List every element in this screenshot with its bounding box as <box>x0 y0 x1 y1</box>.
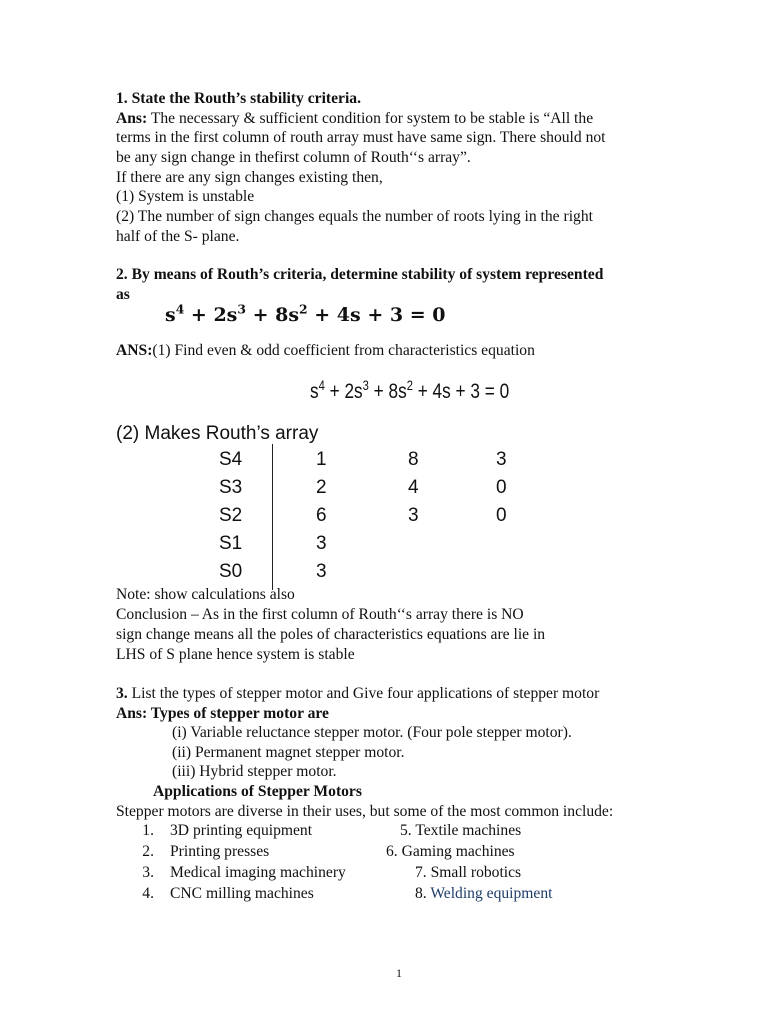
q3-type-item: (i) Variable reluctance stepper motor. (Four pole stepper motor). <box>172 724 572 741</box>
q2-conclusion-line3: LHS of S plane hence system is stable <box>116 646 355 663</box>
eq-term: + 8s <box>368 380 407 403</box>
list-text: Small robotics <box>426 864 522 881</box>
list-text: CNC milling machines <box>170 885 314 902</box>
q2-ans-text: (1) Find even & odd coefficient from characteristics equation <box>152 342 535 359</box>
eq-term: + 4s + 3 = 0 <box>307 304 446 326</box>
list-number: 6. <box>386 843 398 860</box>
q1-answer-line3: be any sign change in thefirst column of Routh‘‘s array”. <box>116 149 471 166</box>
q2-note: Note: show calculations also <box>116 586 295 603</box>
welding-equipment-link[interactable]: Welding equipment <box>426 885 553 902</box>
eq-term: s <box>310 380 319 403</box>
q1-ans-label: Ans: <box>116 110 148 127</box>
q1-answer-line1 <box>116 109 593 128</box>
q2-conclusion-line1: Conclusion – As in the first column of Routh‘‘s array there is NO <box>116 606 524 623</box>
routh-array-title: (2) Makes Routh’s array <box>116 423 319 444</box>
q1-line6: (2) The number of sign changes equals the number of roots lying in the right <box>116 208 593 225</box>
routh-row-label: S2 <box>219 505 243 526</box>
q1-line7: half of the S- plane. <box>116 228 240 245</box>
list-number: 4. <box>142 885 154 902</box>
q1-ans-text: The necessary & sufficient condition for system to be stable is “All the <box>147 110 594 127</box>
q3-ans-heading: Ans: Types of stepper motor are <box>116 705 329 722</box>
list-number: 5. <box>400 822 412 839</box>
q3-title <box>116 684 599 703</box>
q3-apps-intro: Stepper motors are diverse in their uses, but some of the most common include: <box>116 803 614 820</box>
q2-conclusion-line2: sign change means all the poles of characteristics equations are lie in <box>116 626 546 643</box>
list-number: 7. <box>415 864 427 881</box>
routh-cell: 1 <box>316 449 327 470</box>
eq-term: s <box>165 304 176 326</box>
q1-line4: If there are any sign changes existing then, <box>116 169 383 186</box>
list-text: Gaming machines <box>397 843 515 860</box>
list-number: 1. <box>142 822 154 839</box>
q3-type-item: (ii) Permanent magnet stepper motor. <box>172 744 405 761</box>
routh-array-divider <box>272 444 273 590</box>
eq-term: + 8s <box>245 304 300 326</box>
q2-equation-bold <box>165 301 446 326</box>
eq-power: 3 <box>237 301 246 317</box>
q2-title-line1: 2. By means of Routh’s criteria, determine stability of system represented <box>116 266 604 283</box>
eq-term: + 2s <box>184 304 238 326</box>
list-item <box>415 864 521 882</box>
q3-title-text: List the types of stepper motor and Give four applications of stepper motor <box>127 685 600 702</box>
eq-power: 3 <box>362 378 369 393</box>
q1-line5: (1) System is unstable <box>116 188 255 205</box>
page-number: 1 <box>396 966 402 980</box>
eq-term: + 2s <box>324 380 363 403</box>
routh-row-label: S0 <box>219 561 243 582</box>
routh-cell: 8 <box>408 449 419 470</box>
q2-title-line2: as <box>116 286 130 303</box>
routh-cell: 3 <box>316 533 327 554</box>
q1-answer-line2: terms in the first column of routh array must have same sign. There should not <box>116 129 606 146</box>
routh-cell: 3 <box>496 449 507 470</box>
routh-row-label: S1 <box>219 533 243 554</box>
list-item <box>400 822 521 840</box>
list-number: 8. <box>415 885 427 902</box>
routh-cell: 6 <box>316 505 327 526</box>
q3-type-item: (iii) Hybrid stepper motor. <box>172 763 337 780</box>
list-text: Printing presses <box>170 843 270 860</box>
list-number: 3. <box>142 864 154 881</box>
routh-cell: 3 <box>316 561 327 582</box>
eq-power: 2 <box>299 301 308 317</box>
eq-term: + 4s + 3 = 0 <box>412 380 510 403</box>
routh-row-label: S4 <box>219 449 243 470</box>
list-number: 2. <box>142 843 154 860</box>
list-item <box>386 843 515 861</box>
routh-cell: 0 <box>496 477 507 498</box>
routh-cell: 4 <box>408 477 419 498</box>
list-text: 3D printing equipment <box>170 822 313 839</box>
q2-ans-line <box>116 341 535 360</box>
routh-cell: 0 <box>496 505 507 526</box>
list-text: Medical imaging machinery <box>170 864 346 881</box>
eq-power: 2 <box>406 378 413 393</box>
routh-row-label: S3 <box>219 477 243 498</box>
q3-number: 3. <box>116 685 128 702</box>
q3-apps-heading: Applications of Stepper Motors <box>153 783 362 800</box>
eq-power: 4 <box>318 378 325 393</box>
list-text: Textile machines <box>411 822 522 839</box>
q2-ans-label: ANS: <box>116 342 153 359</box>
list-item <box>415 885 553 903</box>
routh-cell: 3 <box>408 505 419 526</box>
eq-power: 4 <box>175 301 185 317</box>
q1-title: 1. State the Routh’s stability criteria. <box>116 90 361 107</box>
q2-equation-image <box>310 380 509 404</box>
routh-cell: 2 <box>316 477 327 498</box>
